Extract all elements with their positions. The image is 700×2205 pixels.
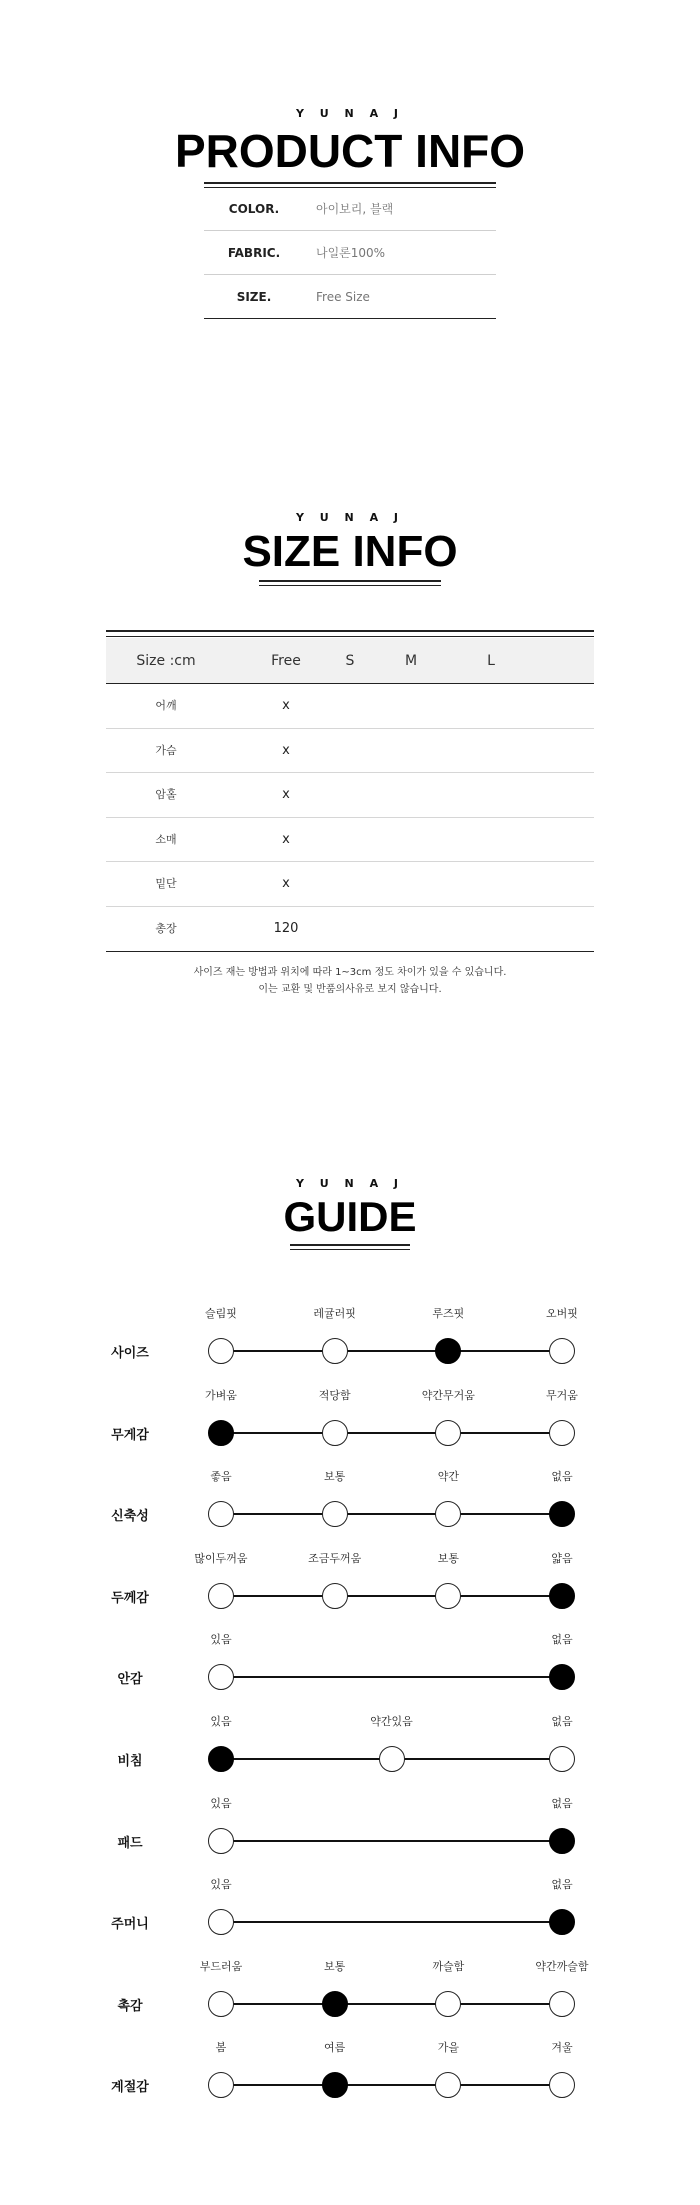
table-row (106, 818, 594, 863)
header-cell: Free (271, 653, 301, 669)
guide-scale-line (221, 1350, 562, 1352)
guide-scale-line (221, 1921, 562, 1923)
guide-dot (322, 1338, 348, 1364)
size-note-line2: 이는 교환 및 반품의사유로 보지 않습니다. (258, 984, 442, 995)
row-value: 아이보리, 블랙 (316, 202, 394, 216)
guide-row (0, 1387, 700, 1467)
table-row (106, 773, 594, 818)
guide-option-label: 여름 (324, 2041, 346, 2055)
guide-scale-line (221, 1432, 562, 1434)
title-underline (259, 580, 441, 582)
row-label: FABRIC. (227, 246, 281, 260)
guide-dot (208, 1828, 234, 1854)
guide-option-label: 약간 (437, 1470, 459, 1484)
guide-row-label: 안감 (117, 1672, 143, 1688)
guide-row (0, 1958, 700, 2038)
guide-option-label: 많이두꺼움 (194, 1551, 248, 1565)
guide-row-label: 패드 (117, 1835, 143, 1851)
guide-option-label: 적당함 (318, 1388, 351, 1402)
product-info-row (204, 275, 496, 319)
guide-dot (208, 1501, 234, 1527)
guide-row (0, 1550, 700, 1630)
guide-option-label: 봄 (215, 2041, 227, 2055)
guide-row-label: 계절감 (111, 2080, 149, 2096)
guide-dot (549, 2072, 575, 2098)
guide-option-label: 보통 (437, 1551, 459, 1565)
size-note-line1: 사이즈 재는 방법과 위치에 따라 1~3cm 정도 차이가 있을 수 있습니다. (193, 967, 507, 978)
guide-row (0, 1876, 700, 1956)
guide-option-label: 없음 (551, 1633, 573, 1647)
guide-option-label: 가벼움 (205, 1388, 237, 1402)
header-cell: M (404, 653, 418, 669)
guide-dot (435, 1501, 461, 1527)
guide-dot (435, 1583, 461, 1609)
guide-option-label: 있음 (210, 1796, 232, 1810)
product-info-title: PRODUCT INFO (174, 125, 526, 177)
guide-dot (208, 1909, 234, 1935)
guide-option-label: 레귤러핏 (313, 1307, 356, 1320)
guide-dot-selected (322, 2072, 348, 2098)
guide-option-label: 없음 (551, 1796, 573, 1810)
free-value: x (282, 742, 290, 758)
guide-dot (322, 1583, 348, 1609)
row-label: 총장 (155, 921, 177, 935)
guide-row (0, 1795, 700, 1875)
guide-row (0, 1713, 700, 1793)
guide-dot (549, 1991, 575, 2017)
guide-option-label: 약간있음 (370, 1715, 413, 1728)
guide-row (0, 1305, 700, 1385)
guide-row-label: 비침 (117, 1754, 143, 1769)
title-underline-thin (259, 585, 441, 586)
guide-option-label: 슬림핏 (205, 1307, 237, 1320)
guide-option-label: 좋음 (210, 1470, 232, 1484)
guide-option-label: 보통 (324, 1470, 346, 1484)
guide-option-label: 부드러움 (199, 1959, 243, 1973)
guide-scale-line (221, 2003, 562, 2005)
size-table-header (106, 638, 594, 684)
guide-dot-selected (208, 1746, 234, 1772)
guide-scale-line (221, 2084, 562, 2086)
row-label: COLOR. (228, 202, 280, 216)
row-value: Free Size (316, 290, 370, 304)
table-row (106, 907, 594, 952)
row-label: 암홀 (155, 788, 177, 802)
guide-row (0, 1631, 700, 1711)
guide-row-label: 촉감 (117, 1998, 143, 2014)
header-cell: L (487, 653, 495, 669)
guide-scale-line (221, 1513, 562, 1515)
guide-dot (379, 1746, 405, 1772)
guide-dot-selected (549, 1828, 575, 1854)
guide-dot (435, 1420, 461, 1446)
guide-dot (322, 1501, 348, 1527)
guide-scale-line (221, 1676, 562, 1678)
guide-row (0, 2039, 700, 2119)
guide-option-label: 겨울 (551, 2041, 573, 2055)
guide-option-label: 없음 (551, 1878, 573, 1892)
guide-dot (549, 1338, 575, 1364)
size-info-title: SIZE INFO (242, 527, 458, 576)
row-value: 나일론100% (316, 246, 386, 260)
row-label: SIZE. (236, 290, 272, 304)
header-cell: Size :cm (136, 653, 196, 669)
row-label: 어깨 (155, 699, 177, 712)
product-info-table (204, 187, 496, 319)
table-row (106, 729, 594, 774)
free-value: x (282, 876, 290, 892)
guide-row (0, 1468, 700, 1548)
guide-row-label: 두께감 (111, 1590, 149, 1606)
free-value: x (282, 698, 290, 713)
guide-dot (208, 1664, 234, 1690)
title-underline-thin (290, 1249, 410, 1250)
guide-dot (435, 1991, 461, 2017)
brand-name: Y U N A J (295, 511, 405, 524)
guide-option-label: 약간무거움 (421, 1388, 475, 1402)
guide-dot (549, 1746, 575, 1772)
guide-title: GUIDE (283, 1193, 417, 1240)
free-value: x (282, 787, 290, 803)
title-underline (290, 1244, 410, 1246)
guide-option-label: 있음 (210, 1878, 232, 1892)
brand-name: Y U N A J (295, 107, 405, 120)
guide-option-label: 있음 (210, 1633, 232, 1647)
table-top-rule-thin (106, 636, 594, 637)
guide-option-label: 조금두꺼움 (308, 1551, 362, 1565)
guide-dot (549, 1420, 575, 1446)
guide-dot-selected (549, 1501, 575, 1527)
guide-row-label: 무게감 (111, 1427, 149, 1443)
guide-row-label: 신축성 (111, 1509, 149, 1525)
guide-dot (435, 2072, 461, 2098)
free-value: x (282, 831, 290, 847)
product-info-row (204, 187, 496, 231)
guide-dot-selected (549, 1583, 575, 1609)
size-table (106, 638, 594, 952)
row-label: 밑단 (155, 877, 177, 891)
guide-scale-line (221, 1595, 562, 1597)
guide-dot-selected (208, 1420, 234, 1446)
guide-option-label: 약간까슬함 (535, 1959, 589, 1973)
guide-option-label: 없음 (551, 1470, 573, 1484)
guide-option-label: 루즈핏 (432, 1307, 465, 1320)
table-top-rule (106, 630, 594, 632)
guide-dot (208, 1583, 234, 1609)
guide-option-label: 없음 (551, 1715, 573, 1728)
guide-option-label: 가을 (437, 2041, 459, 2055)
guide-dot-selected (549, 1909, 575, 1935)
free-value: 120 (273, 920, 299, 936)
title-underline (204, 182, 496, 184)
guide-dot (322, 1420, 348, 1446)
row-label: 소매 (155, 832, 177, 846)
guide-scale-line (221, 1840, 562, 1842)
guide-dot (208, 2072, 234, 2098)
guide-dot (208, 1338, 234, 1364)
guide-option-label: 얇음 (551, 1551, 573, 1565)
guide-dot-selected (549, 1664, 575, 1690)
brand-name: Y U N A J (295, 1177, 405, 1190)
product-info-row (204, 231, 496, 275)
guide-row-label: 사이즈 (111, 1346, 149, 1361)
guide-option-label: 까슬함 (432, 1959, 465, 1973)
guide-dot (208, 1991, 234, 2017)
table-row (106, 684, 594, 729)
guide-option-label: 무거움 (546, 1388, 578, 1402)
guide-option-label: 있음 (210, 1715, 232, 1728)
guide-option-label: 보통 (324, 1959, 346, 1973)
guide-option-label: 오버핏 (546, 1307, 578, 1320)
row-label: 가슴 (155, 743, 177, 757)
header-cell: S (345, 653, 355, 669)
table-row (106, 862, 594, 907)
guide-row-label: 주머니 (111, 1917, 149, 1933)
guide-dot-selected (435, 1338, 461, 1364)
guide-dot-selected (322, 1991, 348, 2017)
